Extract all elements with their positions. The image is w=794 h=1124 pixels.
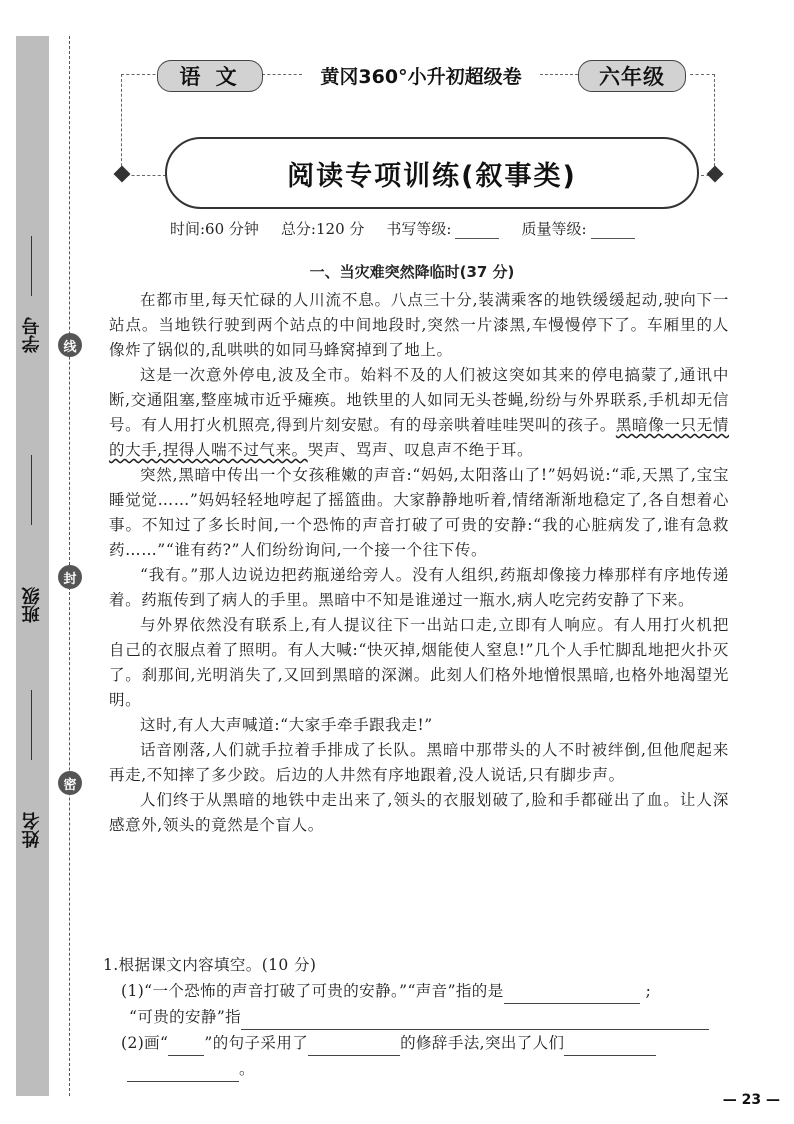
writing-grade-blank[interactable] [455, 238, 499, 239]
paragraph-4: “我有。”那人边说边把药瓶递给旁人。没有人组织,药瓶却像接力棒那样有序地传递着。药瓶传到了病人的手里。黑暗中不知是谁递过一瓶水,病人吃完药安静了下来。 [109, 566, 729, 609]
series-title: 黄冈360°小升初超级卷 [302, 62, 540, 89]
page-title: 阅读专项训练(叙事类) [287, 160, 577, 192]
page-number: — 23 — [722, 1092, 780, 1108]
seal-seal-mark: 封 [58, 565, 82, 589]
writing-grade: 书写等级: [386, 218, 499, 239]
answer-blank-effect-2[interactable] [127, 1063, 239, 1082]
paragraph-2: 这是一次意外停电,波及全市。始料不及的人们被这突如其来的停电搞蒙了,通讯中断,交通阻塞,整座城市近乎瘫痪。地铁里的人如同无头苍蝇,纷纷与外界联系,手机却无信号。有人用打火机照亮,得到片刻安慰。有的母亲哄着哇哇哭叫的孩子。黑暗像一只无情的大手,捏得人喘不过气来。哭声、骂声、叹息声不绝于耳。 [109, 366, 729, 459]
mark-symbol-blank [168, 1037, 204, 1056]
quality-grade-blank[interactable] [591, 238, 635, 239]
question-block [103, 952, 729, 1082]
paragraph-1: 在都市里,每天忙碌的人川流不息。八点三十分,装满乘客的地铁缓缓起动,驶向下一站点。当地铁行驶到两个站点的中间地段时,突然一片漆黑,车慢慢停下了。车厢里的人像炸了锅似的,乱哄哄的如同马蜂窝掉到了地上。 [109, 291, 729, 359]
marked-sentence: 黑暗像一只无情的大手,捏得人喘不过气来。 [109, 416, 729, 459]
answer-blank-sound[interactable] [504, 985, 640, 1004]
reading-passage [109, 288, 729, 838]
question-1-1-line-2: “可贵的安静”指 [129, 1004, 729, 1030]
quality-grade: 质量等级: [521, 218, 634, 239]
student-id-label: 学号 [21, 317, 43, 353]
header-connector-left [262, 74, 302, 75]
class-line [31, 455, 32, 525]
answer-blank-quiet[interactable] [241, 1011, 709, 1030]
subject-badge: 语 文 [157, 60, 263, 92]
question-1-2-line-1: (2)画“ ”的句子采用了 的修辞手法,突出了人们 [121, 1030, 729, 1056]
answer-blank-effect-1[interactable] [564, 1037, 656, 1056]
question-1-1-line-1: (1)“一个恐怖的声音打破了可贵的安静。”“声音”指的是 ; [121, 978, 729, 1004]
time-limit: 时间:60 分钟 [170, 220, 259, 238]
name-line [31, 690, 32, 760]
title-frame [165, 137, 699, 209]
paragraph-6: 这时,有人大声喊道:“大家手牵手跟我走!” [140, 716, 433, 734]
answer-blank-rhetoric[interactable] [308, 1037, 400, 1056]
section-title: 一、当灾难突然降临时(37 分) [309, 263, 515, 281]
seal-secret-mark: 密 [58, 771, 82, 795]
header-connector-right [540, 74, 578, 75]
grade-badge: 六年级 [578, 60, 686, 92]
question-1-title: 1.根据课文内容填空。(10 分) [103, 956, 317, 974]
exam-meta [170, 218, 710, 239]
paragraph-7: 话音刚落,人们就手拉着手排成了长队。黑暗中那带头的人不时被绊倒,但他爬起来再走,不知摔了多少跤。后边的人井然有序地跟着,没人说话,只有脚步声。 [109, 741, 729, 784]
paragraph-3: 突然,黑暗中传出一个女孩稚嫩的声音:“妈妈,太阳落山了!”妈妈说:“乖,天黑了,宝宝睡觉觉……”妈妈轻轻地哼起了摇篮曲。大家静静地听着,情绪渐渐地稳定了,各自想着心事。不知过了多长时间,一个恐怖的声音打破了可贵的安静:“我的心脏病发了,谁有急救药……”“谁有药?”人们纷纷询问,一个接一个往下传。 [109, 466, 729, 559]
name-label: 姓名 [21, 812, 43, 848]
left-bracket [121, 74, 166, 176]
paragraph-8: 人们终于从黑暗的地铁中走出来了,领头的衣服划破了,脸和手都碰出了血。让人深感意外,领头的竟然是个盲人。 [109, 791, 729, 834]
seal-line-mark: 线 [58, 333, 82, 357]
paragraph-5: 与外界依然没有联系上,有人提议往下一出站口走,立即有人响应。有人用打火机把自己的衣服点着了照明。有人大喊:“快灭掉,烟能使人窒息!”几个人手忙脚乱地把火扑灭了。刹那间,光明消失了,又回到黑暗的深渊。此刻人们格外地憎恨黑暗,也格外地渴望光明。 [109, 616, 729, 709]
class-label: 班级 [21, 587, 43, 623]
question-1-2-line-2: 。 [127, 1056, 729, 1082]
total-score: 总分:120 分 [280, 220, 365, 238]
